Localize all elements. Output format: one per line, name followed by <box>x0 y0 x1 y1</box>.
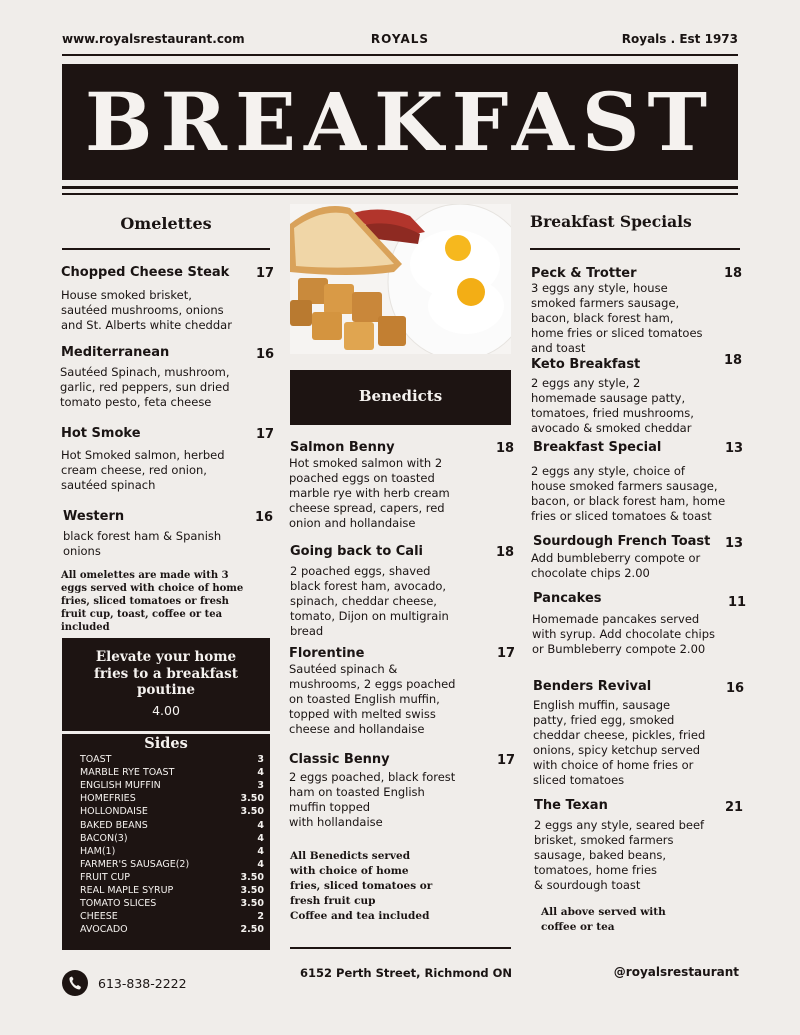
menu-item-name: Sourdough French Toast <box>533 534 711 549</box>
menu-item-name: Florentine <box>289 646 365 661</box>
menu-item-desc: Hot smoked salmon with 2 poached eggs on toasted marble rye with herb cream cheese spread, capers, red onion and hollandaise <box>289 456 450 530</box>
menu-item-desc: 2 eggs any style, seared beef brisket, smoked farmers sausage, baked beans, tomatoes, home fries & sourdough toast <box>534 818 705 892</box>
side-item-name: CHEESE <box>80 911 118 923</box>
menu-item-price: 18 <box>724 266 743 281</box>
breakfast-plate-image <box>290 204 511 354</box>
header-rule <box>62 54 738 56</box>
benedicts-rule <box>290 947 511 949</box>
side-item <box>80 753 264 766</box>
menu-item-name: Classic Benny <box>289 752 390 767</box>
side-item-name: TOMATO SLICES <box>80 898 157 910</box>
side-item-name: BACON(3) <box>80 832 128 844</box>
menu-item-desc: 2 poached eggs, shaved black forest ham, avocado, spinach, cheddar cheese, tomato, Dijon on multigrain bread <box>290 564 449 638</box>
menu-item-price: 17 <box>256 266 275 281</box>
sides-heading: Sides <box>144 735 188 752</box>
menu-item-name: Going back to Cali <box>290 544 423 559</box>
menu-item-desc: black forest ham & Spanish onions <box>63 529 222 558</box>
phone-icon <box>62 970 88 996</box>
side-item-name: TOAST <box>80 754 112 765</box>
menu-item-name: Western <box>63 509 125 524</box>
menu-item-price: 13 <box>725 441 744 456</box>
side-item <box>80 910 264 923</box>
side-item-price: 2 <box>257 911 264 923</box>
specials-note: All above served with coffee or tea <box>541 906 666 933</box>
side-item-price: 4 <box>257 767 264 779</box>
side-item <box>80 792 264 805</box>
side-item-price: 3.50 <box>240 898 264 910</box>
side-item-price: 4 <box>257 819 264 831</box>
menu-item-price: 18 <box>724 353 743 368</box>
menu-item-name: Mediterranean <box>61 345 170 360</box>
menu-item-desc: Sautéed Spinach, mushroom, garlic, red peppers, sun dried tomato pesto, feta cheese <box>60 365 230 409</box>
side-item-name: BAKED BEANS <box>80 819 148 831</box>
side-item-price: 3 <box>257 754 264 765</box>
omelettes-note: All omelettes are made with 3 eggs served with choice of home fries, sliced tomatoes or fresh fruit cup, toast, coffee or tea included <box>61 570 244 633</box>
menu-item-desc: 3 eggs any style, house smoked farmers sausage, bacon, black forest ham, home fries or sliced tomatoes and toast <box>531 281 703 355</box>
benedicts-note: All Benedicts served with choice of home fries, sliced tomatoes or fresh fruit cup Coffee and tea included <box>290 850 433 922</box>
side-item-price: 3 <box>257 780 264 792</box>
poutine-title: Elevate your home fries to a breakfast poutine <box>94 649 238 698</box>
side-item-price: 3.50 <box>240 871 264 883</box>
address: 6152 Perth Street, Richmond ON <box>300 966 513 980</box>
menu-item-desc: Add bumbleberry compote or chocolate chips 2.00 <box>531 551 701 580</box>
side-item-name: HOMEFRIES <box>80 793 136 805</box>
side-item-price: 2.50 <box>240 924 264 936</box>
social-handle[interactable]: @royalsrestaurant <box>613 965 739 979</box>
benedicts-header-box <box>290 370 511 425</box>
side-item-name: FARMER'S SAUSAGE(2) <box>80 858 190 870</box>
menu-item-price: 11 <box>728 595 747 610</box>
side-item <box>80 923 264 936</box>
menu-item-price: 16 <box>256 347 275 362</box>
benedicts-heading: Benedicts <box>358 387 443 405</box>
omelettes-heading: Omelettes <box>120 214 212 233</box>
banner-rule-1 <box>62 186 738 189</box>
side-item-price: 4 <box>257 858 264 870</box>
menu-item-desc: 2 eggs poached, black forest ham on toasted English muffin topped with hollandaise <box>289 770 456 829</box>
page-title: BREAKFAST <box>84 75 716 169</box>
side-item-price: 3.50 <box>240 793 264 805</box>
banner-rule-2 <box>62 193 738 195</box>
menu-item-name: Chopped Cheese Steak <box>61 265 230 280</box>
side-item-price: 3.50 <box>240 806 264 818</box>
phone-number[interactable]: 613-838-2222 <box>98 976 187 991</box>
menu-item-name: The Texan <box>534 798 608 813</box>
side-item-name: ENGLISH MUFFIN <box>80 780 161 792</box>
side-item-price: 4 <box>257 845 264 857</box>
omelettes-rule <box>62 248 270 250</box>
menu-item-desc: 2 eggs any style, 2 homemade sausage patty, tomatoes, fried mushrooms, avocado & smoked cheddar <box>531 376 694 435</box>
website-url[interactable]: www.royalsrestaurant.com <box>62 32 245 46</box>
side-item <box>80 858 264 871</box>
established-text: Royals . Est 1973 <box>621 32 738 46</box>
side-item <box>80 779 264 792</box>
menu-item-name: Salmon Benny <box>290 440 395 455</box>
menu-item-price: 17 <box>497 646 516 661</box>
menu-item-price: 18 <box>496 441 515 456</box>
side-item <box>80 805 264 818</box>
menu-item-price: 13 <box>725 536 744 551</box>
menu-item-desc: Homemade pancakes served with syrup. Add chocolate chips or Bumbleberry compote 2.00 <box>532 612 715 656</box>
side-item <box>80 832 264 845</box>
specials-heading: Breakfast Specials <box>530 212 692 231</box>
specials-rule <box>530 248 740 250</box>
poutine-price: 4.00 <box>152 703 180 718</box>
menu-item-desc: Hot Smoked salmon, herbed cream cheese, red onion, sautéed spinach <box>61 448 225 492</box>
side-item <box>80 897 264 910</box>
side-item <box>80 884 264 897</box>
menu-item-name: Breakfast Special <box>533 440 662 455</box>
poutine-box <box>62 638 270 731</box>
menu-item-name: Keto Breakfast <box>531 357 641 372</box>
side-item-price: 4 <box>257 832 264 844</box>
side-item <box>80 819 264 832</box>
menu-item-desc: Sautéed spinach & mushrooms, 2 eggs poached on toasted English muffin, topped with melted swiss cheese and hollandaise <box>289 662 456 736</box>
breakfast-photo <box>290 204 511 354</box>
menu-item-name: Peck & Trotter <box>531 266 637 281</box>
menu-item-name: Benders Revival <box>533 679 652 694</box>
side-item-name: HAM(1) <box>80 845 116 857</box>
menu-item-price: 17 <box>497 753 516 768</box>
side-item-name: REAL MAPLE SYRUP <box>80 885 174 896</box>
side-item-name: FRUIT CUP <box>80 871 130 883</box>
menu-item-price: 18 <box>496 545 515 560</box>
side-item-name: MARBLE RYE TOAST <box>80 767 175 779</box>
side-item-name: AVOCADO <box>80 924 128 936</box>
menu-item-name: Hot Smoke <box>61 426 141 441</box>
menu-item-desc: English muffin, sausage patty, fried egg, smoked cheddar cheese, pickles, fried onions, spicy ketchup served with choice of home fries or sliced tomatoes <box>533 698 706 787</box>
menu-item-desc: 2 eggs any style, choice of house smoked farmers sausage, bacon, or black forest ham, home fries or sliced tomatoes & toast <box>531 464 726 523</box>
menu-item-name: Pancakes <box>533 591 602 606</box>
side-item <box>80 766 264 779</box>
menu-item-price: 21 <box>725 800 744 815</box>
menu-item-price: 16 <box>726 681 745 696</box>
menu-item-price: 17 <box>256 427 275 442</box>
side-item <box>80 871 264 884</box>
menu-item-desc: House smoked brisket, sautéed mushrooms, onions and St. Alberts white cheddar <box>61 288 232 332</box>
side-item-name: HOLLONDAISE <box>80 806 148 818</box>
menu-item-price: 16 <box>255 510 274 525</box>
brand-name: ROYALS <box>370 32 430 46</box>
side-item-price: 3.50 <box>240 885 264 896</box>
side-item <box>80 845 264 858</box>
